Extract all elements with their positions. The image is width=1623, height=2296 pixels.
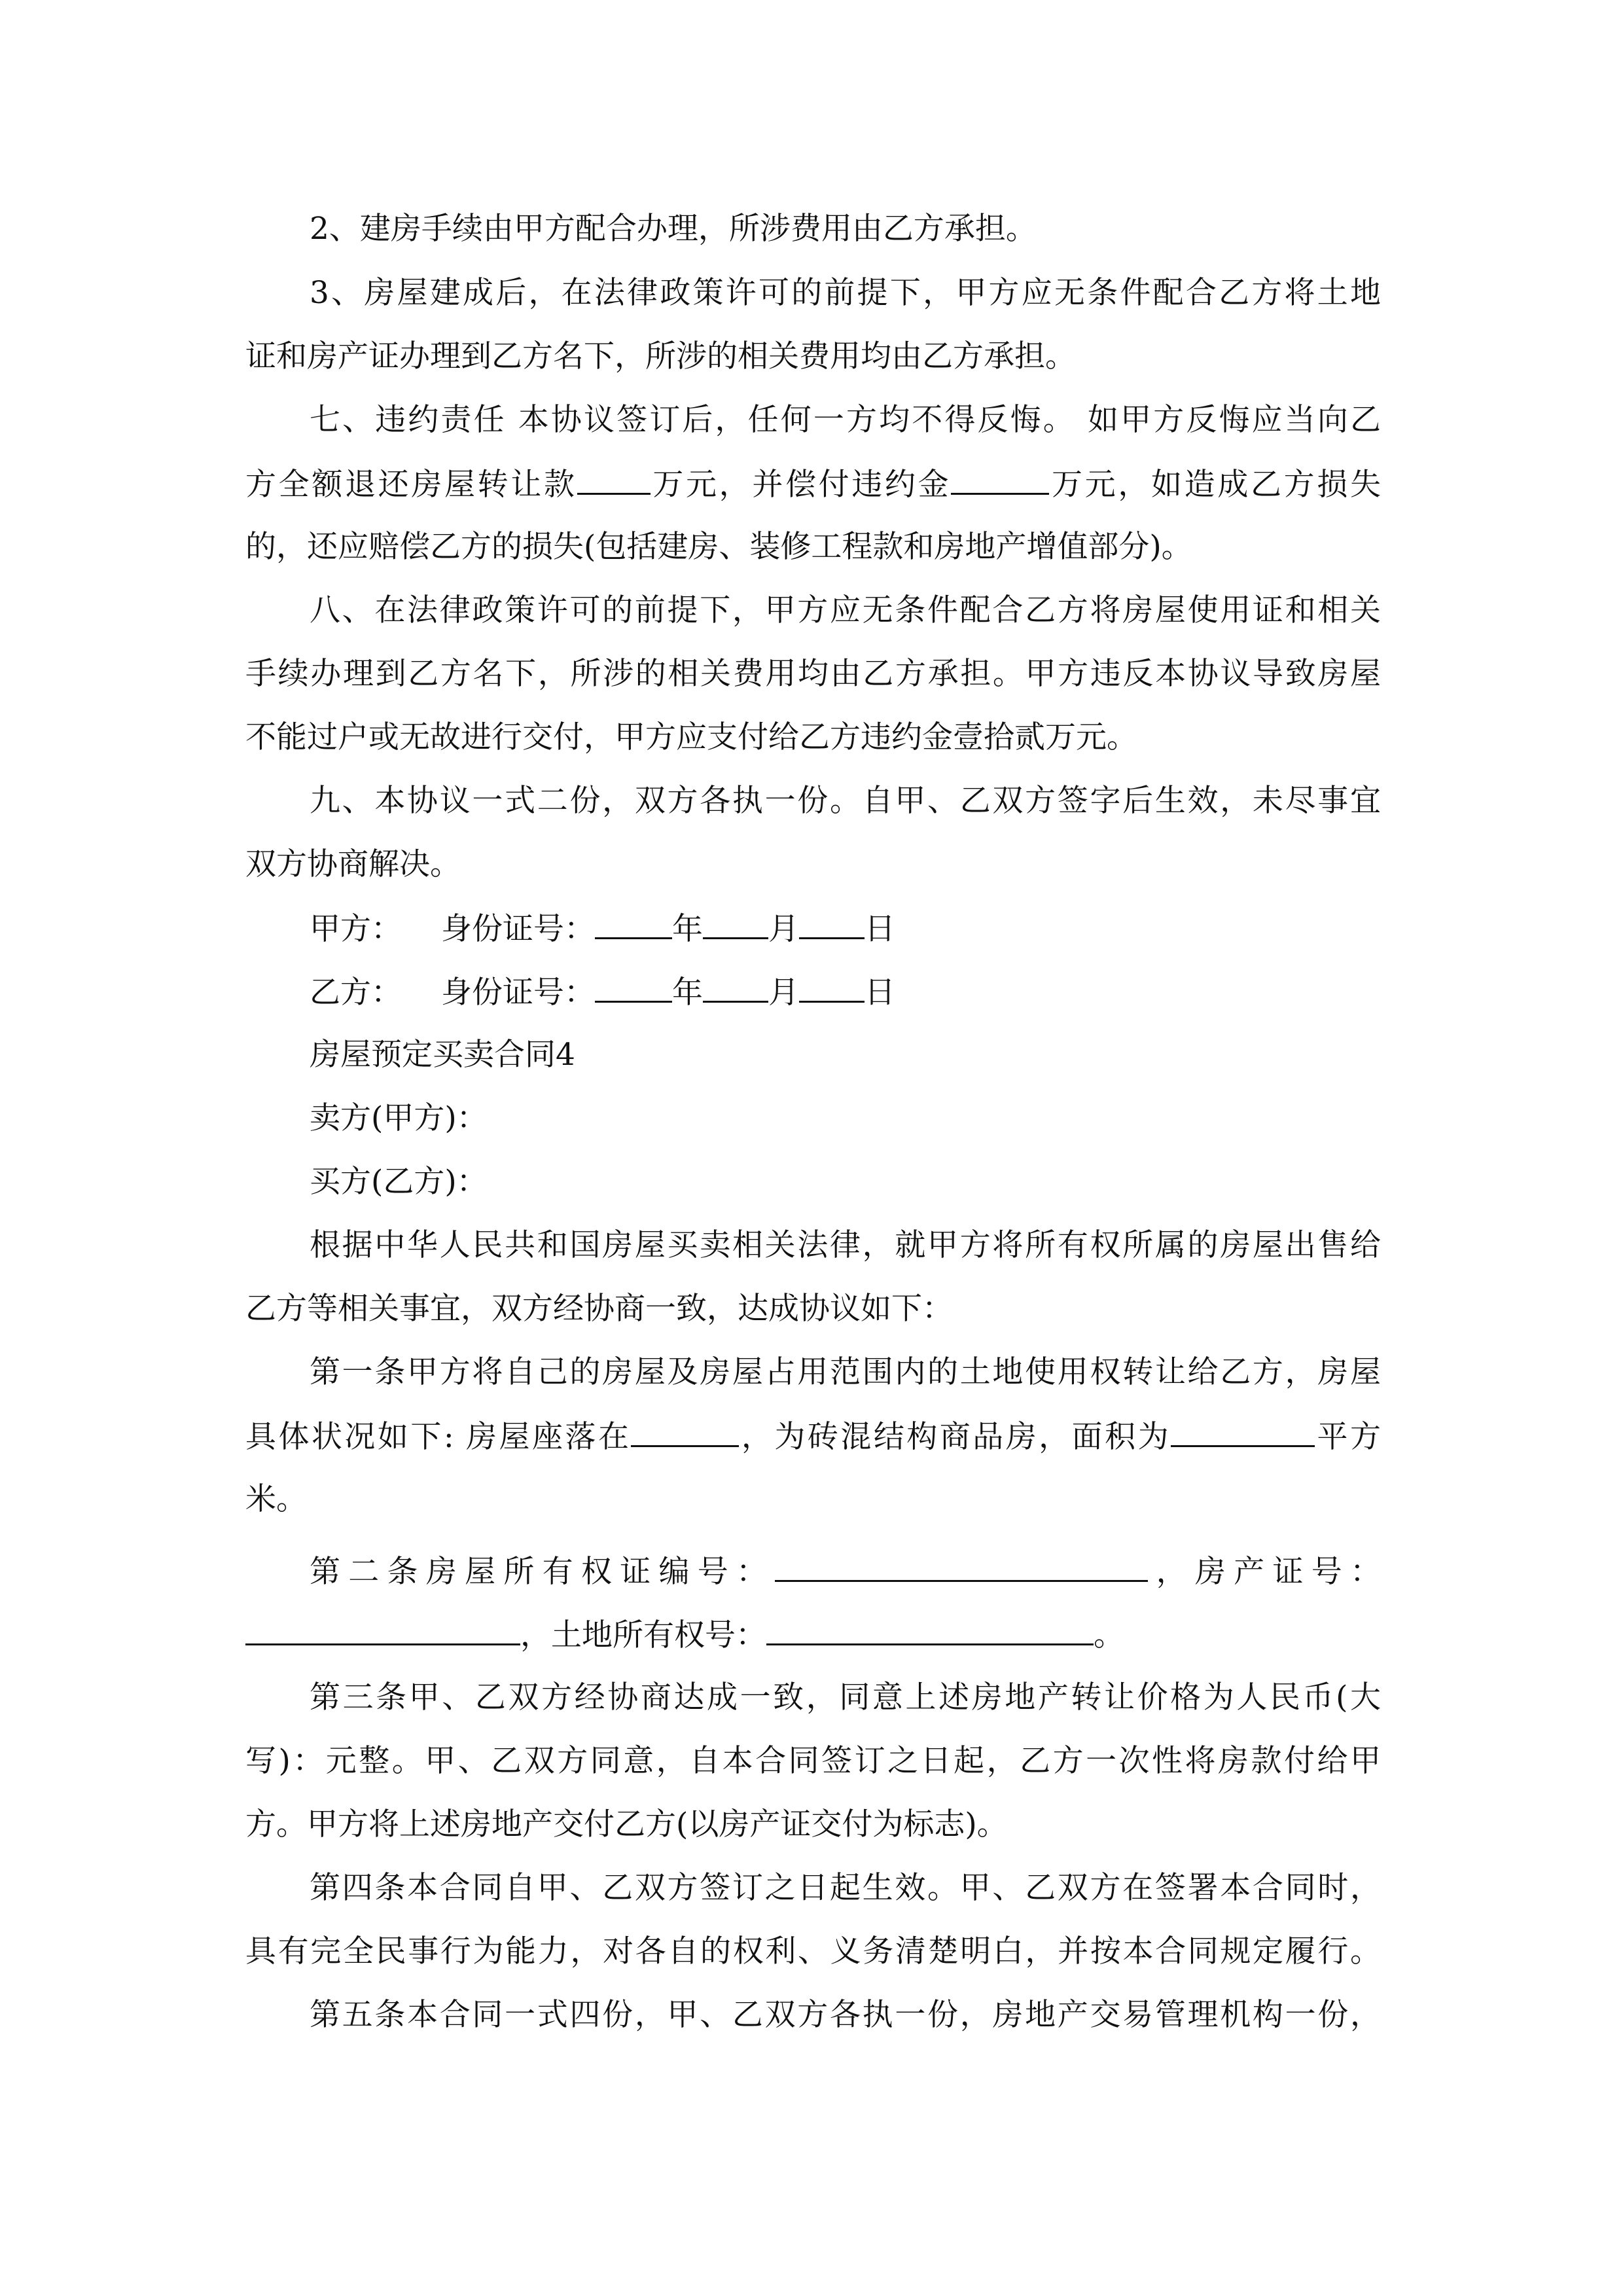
text-line: 的，还应赔偿乙方的损失(包括建房、装修工程款和房地产增值部分)。 xyxy=(245,529,1192,565)
text-line: 乙方等相关事宜，双方经协商一致，达成协议如下： xyxy=(245,1291,953,1327)
blank-underline xyxy=(631,1416,739,1447)
blank-underline xyxy=(766,1615,1094,1645)
text-line: 第一条甲方将自己的房屋及房屋占用范围内的土地使用权转让给乙方，房屋 xyxy=(310,1354,1381,1390)
blank-underline xyxy=(703,908,768,939)
text-line: 2、建房手续由甲方配合办理，所涉费用由乙方承担。 xyxy=(310,211,1037,247)
blank-underline xyxy=(577,464,651,495)
signature-line: 甲方： 身份证号： 年 月 日 xyxy=(310,908,1381,948)
text-line: 第二条房屋所有权证编号： ，房产证号： xyxy=(310,1551,1381,1590)
text-line: 八、在法律政策许可的前提下，甲方应无条件配合乙方将房屋使用证和相关 xyxy=(310,592,1381,628)
text-line: 七、违约责任 本协议签订后，任何一方均不得反悔。 如甲方反悔应当向乙 xyxy=(310,402,1381,438)
text-line: 手续办理到乙方名下，所涉的相关费用均由乙方承担。甲方违反本协议导致房屋 xyxy=(245,656,1381,692)
text-line: 买方(乙方)： xyxy=(310,1164,488,1200)
blank-underline xyxy=(595,972,672,1003)
text-line: 写)：元整。甲、乙双方同意，自本合同签订之日起，乙方一次性将房款付给甲 xyxy=(245,1743,1381,1779)
blank-underline xyxy=(1171,1416,1315,1447)
text-line: 米。 xyxy=(245,1481,307,1517)
text-line: 第五条本合同一式四份，甲、乙双方各执一份，房地产交易管理机构一份， xyxy=(310,1997,1381,2033)
text-line: 方。甲方将上述房地产交付乙方(以房产证交付为标志)。 xyxy=(245,1806,1008,1842)
blank-underline xyxy=(703,972,768,1003)
blank-underline xyxy=(245,1615,520,1645)
text-line: 方全额退还房屋转让款 万元，并偿付违约金 万元，如造成乙方损失 xyxy=(245,464,1381,503)
text-line: ，土地所有权号： 。 xyxy=(245,1615,1381,1654)
text-line: 3、房屋建成后，在法律政策许可的前提下，甲方应无条件配合乙方将土地 xyxy=(310,275,1381,311)
text-line: 第三条甲、乙双方经协商达成一致，同意上述房地产转让价格为人民币(大 xyxy=(310,1679,1381,1715)
section-title: 房屋预定买卖合同4 xyxy=(310,1037,575,1073)
blank-underline xyxy=(799,972,865,1003)
text-line: 双方协商解决。 xyxy=(245,846,461,882)
text-line: 九、本协议一式二份，双方各执一份。自甲、乙双方签字后生效，未尽事宜 xyxy=(310,783,1381,819)
blank-underline xyxy=(951,464,1049,495)
text-line: 不能过户或无故进行交付，甲方应支付给乙方违约金壹拾贰万元。 xyxy=(245,719,1137,755)
blank-underline xyxy=(595,908,672,939)
text-line: 具有完全民事行为能力，对各自的权利、义务清楚明白，并按本合同规定履行。 xyxy=(245,1933,1381,1969)
text-line: 第四条本合同自甲、乙双方签订之日起生效。甲、乙双方在签署本合同时， xyxy=(310,1870,1381,1906)
text-line: 卖方(甲方)： xyxy=(310,1100,488,1136)
text-line: 证和房产证办理到乙方名下，所涉的相关费用均由乙方承担。 xyxy=(245,338,1076,374)
blank-underline xyxy=(799,908,865,939)
text-line: 根据中华人民共和国房屋买卖相关法律，就甲方将所有权所属的房屋出售给 xyxy=(310,1227,1381,1263)
blank-underline xyxy=(775,1551,1148,1582)
signature-line: 乙方： 身份证号： 年 月 日 xyxy=(310,972,1381,1011)
text-line: 具体状况如下: 房屋座落在 ，为砖混结构商品房，面积为 平方 xyxy=(245,1416,1381,1456)
